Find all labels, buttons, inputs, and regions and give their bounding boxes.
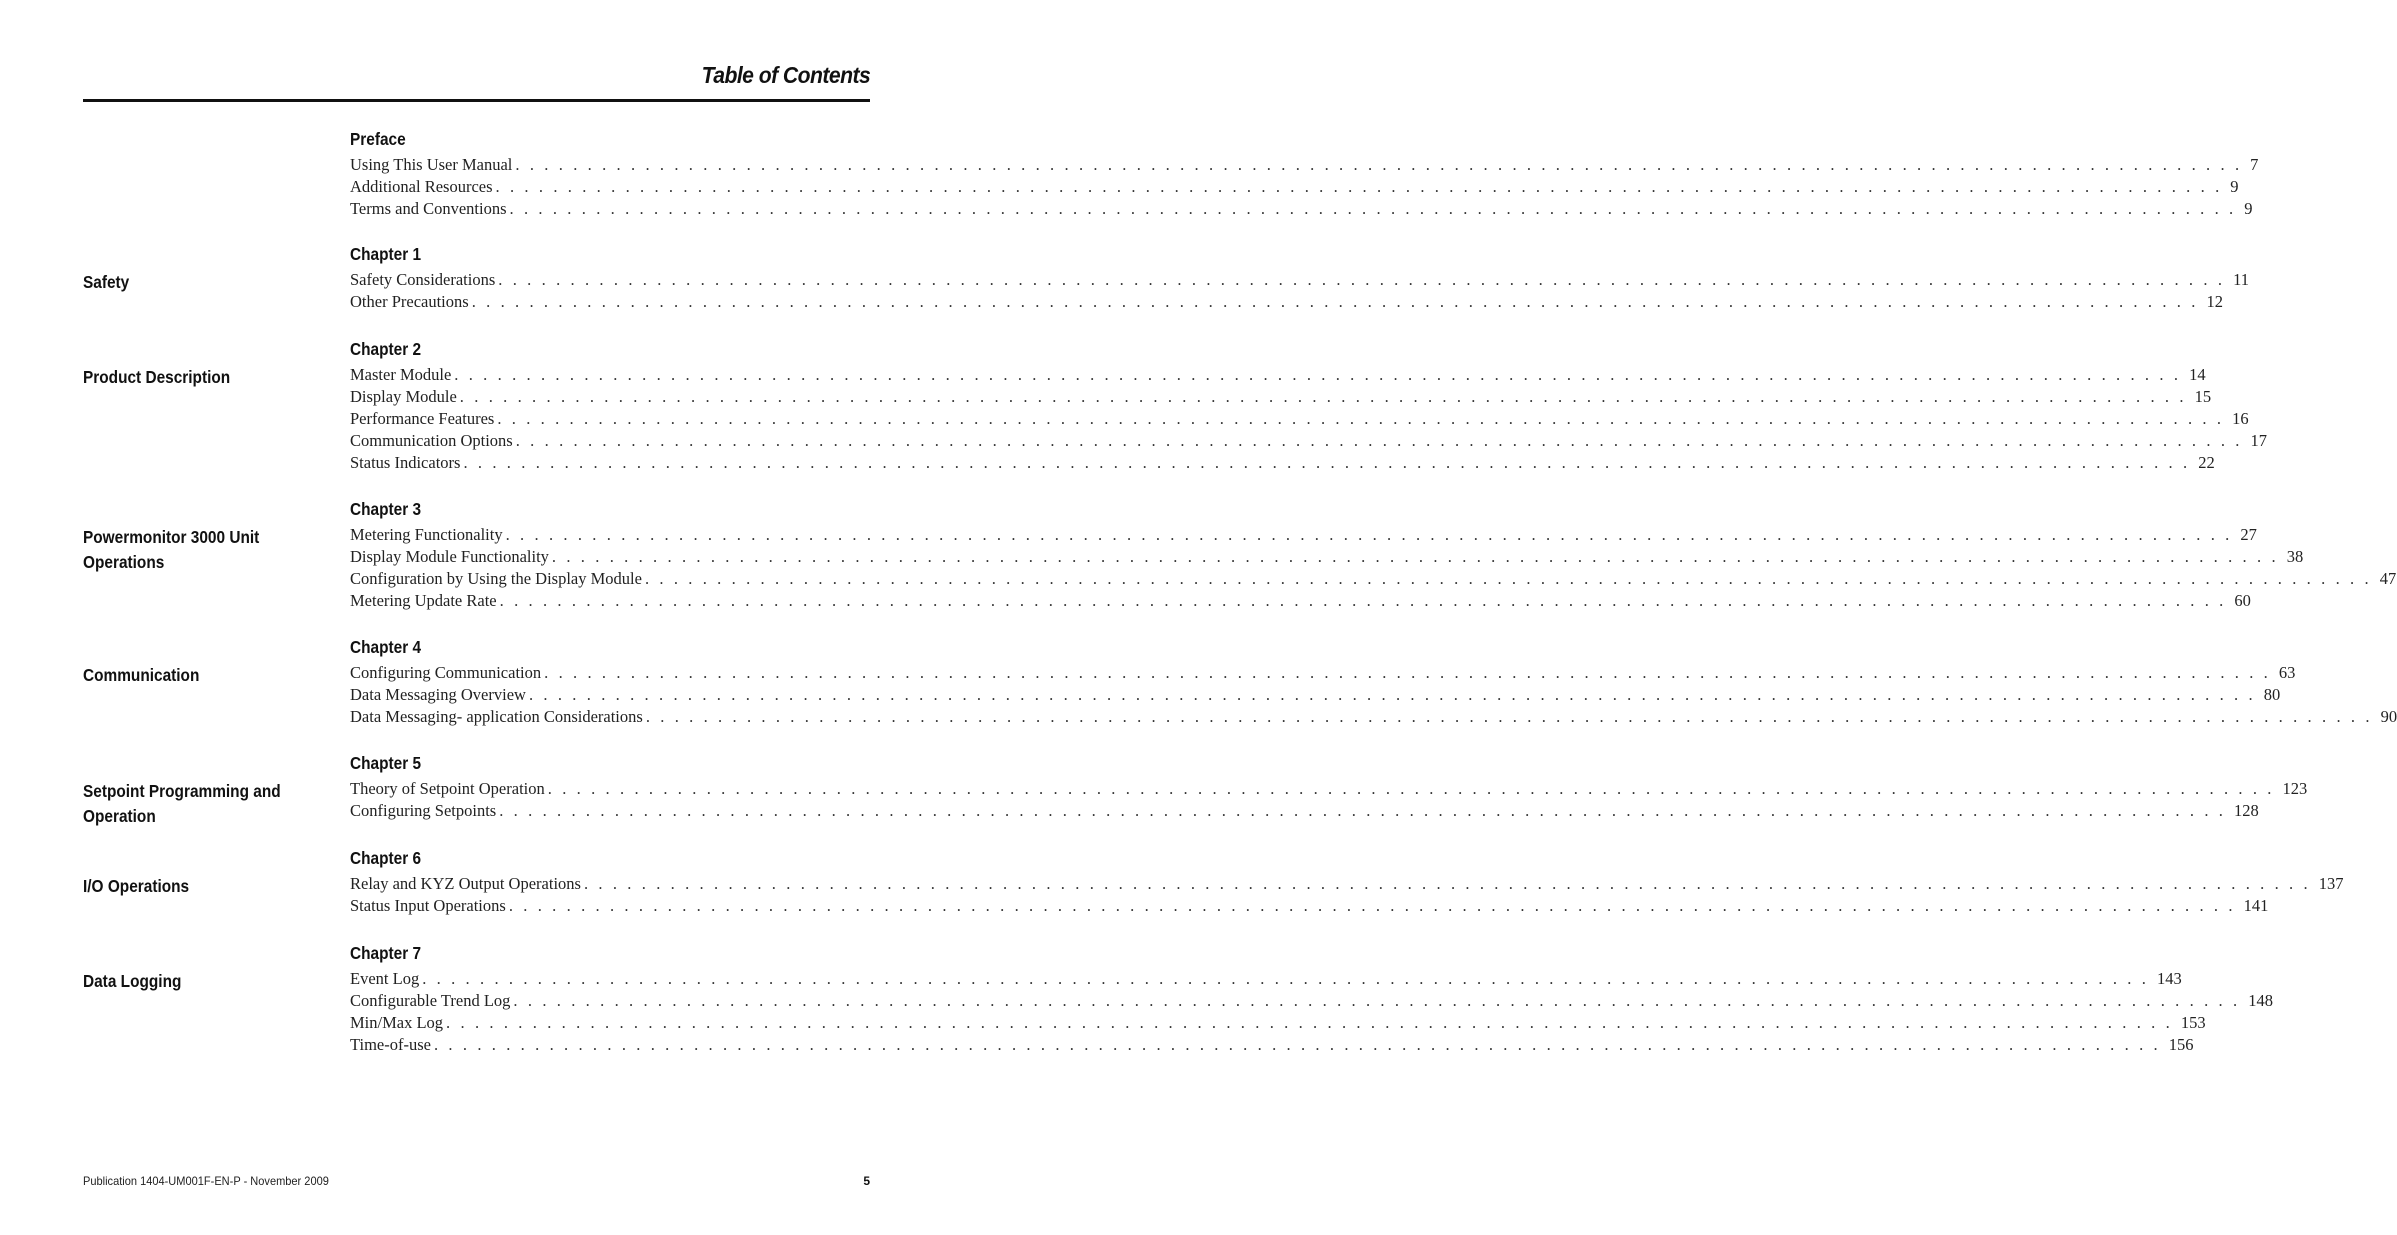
dot-leader: . . . . . . . . . . . . . . . . . . . . . . . . . . . . . . . . . . . . . . . . . . . . . . . . . . . . . . . . . . . . . . . . . . . . . . . . . . . . . . . . . . . . . . . . . . . . . . . . . . . . . . . . . . . . . . . . . . . . . . . . <box>509 199 2237 218</box>
chapter-title <box>83 663 294 688</box>
entry-page-number: 63 <box>2271 662 2296 684</box>
section-heading: Chapter 2 <box>350 339 422 359</box>
section-heading: Chapter 5 <box>350 753 422 773</box>
entry-label: Using This User Manual <box>350 154 515 176</box>
entry-label: Time-of-use <box>350 1034 434 1056</box>
chapter-title-line: I/O Operations <box>83 876 190 896</box>
dot-leader: . . . . . . . . . . . . . . . . . . . . . . . . . . . . . . . . . . . . . . . . . . . . . . . . . . . . . . . . . . . . . . . . . . . . . . . . . . . . . . . . . . . . . . . . . . . . . . . . . . . . . . . . . . . . . . . . . . . . . . . . <box>513 991 2241 1010</box>
dot-leader: . . . . . . . . . . . . . . . . . . . . . . . . . . . . . . . . . . . . . . . . . . . . . . . . . . . . . . . . . . . . . . . . . . . . . . . . . . . . . . . . . . . . . . . . . . . . . . . . . . . . . . . . . . . . . . . . . . . . . . . . <box>515 431 2243 450</box>
entry-page-number: 60 <box>2226 590 2251 612</box>
entry-page-number: 11 <box>2225 269 2249 291</box>
entry-page-number: 141 <box>2236 895 2269 917</box>
entry-page-number: 153 <box>2173 1012 2206 1034</box>
entry-page-number: 148 <box>2240 990 2273 1012</box>
dot-leader: . . . . . . . . . . . . . . . . . . . . . . . . . . . . . . . . . . . . . . . . . . . . . . . . . . . . . . . . . . . . . . . . . . . . . . . . . . . . . . . . . . . . . . . . . . . . . . . . . . . . . . . . . . . . . . . . . . . . . . . . <box>454 365 2182 384</box>
page-title: Table of Contents <box>701 62 870 88</box>
entry-list <box>350 154 2259 220</box>
toc-entry[interactable] <box>350 684 2281 706</box>
toc-entry[interactable] <box>350 198 2253 220</box>
entry-page-number: 27 <box>2232 524 2257 546</box>
chapter-title-line: Operations <box>83 552 165 572</box>
chapter-title-line: Communication <box>83 665 200 685</box>
entry-label: Status Input Operations <box>350 895 509 917</box>
entry-label: Metering Functionality <box>350 524 506 546</box>
entry-label: Communication Options <box>350 430 516 452</box>
toc-entry[interactable] <box>350 408 2249 430</box>
toc-entry[interactable] <box>350 291 2223 313</box>
toc-entry[interactable] <box>350 430 2267 452</box>
entry-page-number: 12 <box>2198 291 2223 313</box>
entry-page-number: 143 <box>2149 968 2182 990</box>
entry-page-number: 16 <box>2224 408 2249 430</box>
entry-page-number: 156 <box>2161 1034 2194 1056</box>
dot-leader: . . . . . . . . . . . . . . . . . . . . . . . . . . . . . . . . . . . . . . . . . . . . . . . . . . . . . . . . . . . . . . . . . . . . . . . . . . . . . . . . . . . . . . . . . . . . . . . . . . . . . . . . . . . . . . . . . . . . . . . . <box>499 801 2226 820</box>
entry-label: Configuration by Using the Display Module <box>350 568 645 590</box>
entry-page-number: 123 <box>2275 778 2308 800</box>
entry-page-number: 14 <box>2181 364 2206 386</box>
chapter-title-line: Setpoint Programming and <box>83 781 281 801</box>
entry-label: Additional Resources <box>350 176 496 198</box>
toc-entry[interactable] <box>350 800 2259 822</box>
section-heading: Chapter 6 <box>350 848 422 868</box>
toc-entry[interactable] <box>350 452 2215 474</box>
entry-page-number: 9 <box>2222 176 2238 198</box>
chapter-title-line: Product Description <box>83 367 231 387</box>
entry-label: Configuring Communication <box>350 662 544 684</box>
chapter-title-line: Safety <box>83 272 130 292</box>
entry-label: Display Module Functionality <box>350 546 552 568</box>
toc-entry[interactable] <box>350 990 2273 1012</box>
dot-leader: . . . . . . . . . . . . . . . . . . . . . . . . . . . . . . . . . . . . . . . . . . . . . . . . . . . . . . . . . . . . . . . . . . . . . . . . . . . . . . . . . . . . . . . . . . . . . . . . . . . . . . . . . . . . . . . . . . . . . . . . <box>463 453 2191 472</box>
toc-entry[interactable] <box>350 176 2239 198</box>
chapter-title-line: Data Logging <box>83 971 182 991</box>
entry-label: Data Messaging Overview <box>350 684 529 706</box>
entry-label: Min/Max Log <box>350 1012 446 1034</box>
section-heading: Chapter 1 <box>350 244 422 264</box>
footer-publication: Publication 1404-UM001F-EN-P - November 2009 <box>83 1174 329 1188</box>
dot-leader: . . . . . . . . . . . . . . . . . . . . . . . . . . . . . . . . . . . . . . . . . . . . . . . . . . . . . . . . . . . . . . . . . . . . . . . . . . . . . . . . . . . . . . . . . . . . . . . . . . . . . . . . . . . . . . . . . . . . . . . . <box>528 685 2256 704</box>
entry-label: Status Indicators <box>350 452 463 474</box>
entry-label: Performance Features <box>350 408 497 430</box>
toc-entry[interactable] <box>350 154 2259 176</box>
entry-page-number: 17 <box>2243 430 2268 452</box>
toc-entry[interactable] <box>350 546 2304 568</box>
dot-leader: . . . . . . . . . . . . . . . . . . . . . . . . . . . . . . . . . . . . . . . . . . . . . . . . . . . . . . . . . . . . . . . . . . . . . . . . . . . . . . . . . . . . . . . . . . . . . . . . . . . . . . . . . . . . . . . . . . . . . . . . <box>508 896 2236 915</box>
entry-page-number: 128 <box>2226 800 2259 822</box>
title-rule <box>83 99 870 102</box>
entry-page-number: 90 <box>2373 706 2397 728</box>
dot-leader: . . . . . . . . . . . . . . . . . . . . . . . . . . . . . . . . . . . . . . . . . . . . . . . . . . . . . . . . . . . . . . . . . . . . . . . . . . . . . . . . . . . . . . . . . . . . . . . . . . . . . . . . . . . . . . . . . . . . . . . . <box>645 707 2373 726</box>
entry-page-number: 137 <box>2311 873 2344 895</box>
entry-label: Theory of Setpoint Operation <box>350 778 548 800</box>
entry-page-number: 7 <box>2242 154 2258 176</box>
chapter-title <box>83 779 294 829</box>
entry-list <box>350 364 2267 474</box>
entry-label: Event Log <box>350 968 422 990</box>
toc-entry[interactable] <box>350 524 2257 546</box>
toc-entry[interactable] <box>350 778 2308 800</box>
dot-leader: . . . . . . . . . . . . . . . . . . . . . . . . . . . . . . . . . . . . . . . . . . . . . . . . . . . . . . . . . . . . . . . . . . . . . . . . . . . . . . . . . . . . . . . . . . . . . . . . . . . . . . . . . . . . . . . . . . . . . . . . <box>547 779 2275 798</box>
toc-entry[interactable] <box>350 1012 2206 1034</box>
dot-leader: . . . . . . . . . . . . . . . . . . . . . . . . . . . . . . . . . . . . . . . . . . . . . . . . . . . . . . . . . . . . . . . . . . . . . . . . . . . . . . . . . . . . . . . . . . . . . . . . . . . . . . . . . . . . . . . . . . . . . . . . <box>499 591 2227 610</box>
entry-label: Master Module <box>350 364 454 386</box>
dot-leader: . . . . . . . . . . . . . . . . . . . . . . . . . . . . . . . . . . . . . . . . . . . . . . . . . . . . . . . . . . . . . . . . . . . . . . . . . . . . . . . . . . . . . . . . . . . . . . . . . . . . . . . . . . . . . . . . . . . . . . . . <box>446 1013 2173 1032</box>
toc-entry[interactable] <box>350 968 2182 990</box>
entry-list <box>350 269 2249 313</box>
dot-leader: . . . . . . . . . . . . . . . . . . . . . . . . . . . . . . . . . . . . . . . . . . . . . . . . . . . . . . . . . . . . . . . . . . . . . . . . . . . . . . . . . . . . . . . . . . . . . . . . . . . . . . . . . . . . . . . . . . . . . . . . <box>551 547 2279 566</box>
entry-label: Display Module <box>350 386 460 408</box>
toc-entry[interactable] <box>350 364 2206 386</box>
toc-entry[interactable] <box>350 1034 2194 1056</box>
entry-label: Safety Considerations <box>350 269 498 291</box>
dot-leader: . . . . . . . . . . . . . . . . . . . . . . . . . . . . . . . . . . . . . . . . . . . . . . . . . . . . . . . . . . . . . . . . . . . . . . . . . . . . . . . . . . . . . . . . . . . . . . . . . . . . . . . . . . . . . . . . . . . . . . . . <box>497 409 2225 428</box>
toc-entry[interactable] <box>350 269 2249 291</box>
entry-label: Relay and KYZ Output Operations <box>350 873 584 895</box>
entry-page-number: 9 <box>2236 198 2252 220</box>
dot-leader: . . . . . . . . . . . . . . . . . . . . . . . . . . . . . . . . . . . . . . . . . . . . . . . . . . . . . . . . . . . . . . . . . . . . . . . . . . . . . . . . . . . . . . . . . . . . . . . . . . . . . . . . . . . . . . . . . . . . . . . . <box>495 177 2223 196</box>
toc-entry[interactable] <box>350 386 2212 408</box>
dot-leader: . . . . . . . . . . . . . . . . . . . . . . . . . . . . . . . . . . . . . . . . . . . . . . . . . . . . . . . . . . . . . . . . . . . . . . . . . . . . . . . . . . . . . . . . . . . . . . . . . . . . . . . . . . . . . . . . . . . . . . . . <box>459 387 2187 406</box>
section-heading: Chapter 7 <box>350 943 422 963</box>
entry-page-number: 22 <box>2190 452 2215 474</box>
entry-page-number: 15 <box>2187 386 2212 408</box>
dot-leader: . . . . . . . . . . . . . . . . . . . . . . . . . . . . . . . . . . . . . . . . . . . . . . . . . . . . . . . . . . . . . . . . . . . . . . . . . . . . . . . . . . . . . . . . . . . . . . . . . . . . . . . . . . . . . . . . . . . . . . . . <box>544 663 2271 682</box>
toc-entry[interactable] <box>350 662 2296 684</box>
chapter-title-line: Powermonitor 3000 Unit <box>83 527 260 547</box>
entry-label: Terms and Conventions <box>350 198 510 220</box>
dot-leader: . . . . . . . . . . . . . . . . . . . . . . . . . . . . . . . . . . . . . . . . . . . . . . . . . . . . . . . . . . . . . . . . . . . . . . . . . . . . . . . . . . . . . . . . . . . . . . . . . . . . . . . . . . . . . . . . . . . . . . . . <box>471 292 2199 311</box>
toc-entry[interactable] <box>350 895 2269 917</box>
toc-entry[interactable] <box>350 706 2397 728</box>
section-heading: Preface <box>350 129 406 149</box>
entry-label: Configurable Trend Log <box>350 990 513 1012</box>
dot-leader: . . . . . . . . . . . . . . . . . . . . . . . . . . . . . . . . . . . . . . . . . . . . . . . . . . . . . . . . . . . . . . . . . . . . . . . . . . . . . . . . . . . . . . . . . . . . . . . . . . . . . . . . . . . . . . . . . . . . . . . . <box>422 969 2149 988</box>
section-heading: Chapter 3 <box>350 499 422 519</box>
entry-label: Data Messaging- application Considerations <box>350 706 646 728</box>
entry-page-number: 80 <box>2256 684 2281 706</box>
entry-page-number: 47 <box>2372 568 2397 590</box>
footer-page-number: 5 <box>863 1174 870 1188</box>
chapter-title <box>83 365 294 390</box>
dot-leader: . . . . . . . . . . . . . . . . . . . . . . . . . . . . . . . . . . . . . . . . . . . . . . . . . . . . . . . . . . . . . . . . . . . . . . . . . . . . . . . . . . . . . . . . . . . . . . . . . . . . . . . . . . . . . . . . . . . . . . . . <box>515 155 2243 174</box>
dot-leader: . . . . . . . . . . . . . . . . . . . . . . . . . . . . . . . . . . . . . . . . . . . . . . . . . . . . . . . . . . . . . . . . . . . . . . . . . . . . . . . . . . . . . . . . . . . . . . . . . . . . . . . . . . . . . . . . . . . . . . . . <box>583 874 2311 893</box>
dot-leader: . . . . . . . . . . . . . . . . . . . . . . . . . . . . . . . . . . . . . . . . . . . . . . . . . . . . . . . . . . . . . . . . . . . . . . . . . . . . . . . . . . . . . . . . . . . . . . . . . . . . . . . . . . . . . . . . . . . . . . . . <box>505 525 2233 544</box>
dot-leader: . . . . . . . . . . . . . . . . . . . . . . . . . . . . . . . . . . . . . . . . . . . . . . . . . . . . . . . . . . . . . . . . . . . . . . . . . . . . . . . . . . . . . . . . . . . . . . . . . . . . . . . . . . . . . . . . . . . . . . . . <box>644 569 2372 588</box>
entry-list <box>350 873 2344 917</box>
chapter-title <box>83 874 294 899</box>
chapter-title <box>83 969 294 994</box>
entry-label: Metering Update Rate <box>350 590 500 612</box>
toc-entry[interactable] <box>350 568 2397 590</box>
entry-list <box>350 524 2397 612</box>
entry-label: Other Precautions <box>350 291 472 313</box>
dot-leader: . . . . . . . . . . . . . . . . . . . . . . . . . . . . . . . . . . . . . . . . . . . . . . . . . . . . . . . . . . . . . . . . . . . . . . . . . . . . . . . . . . . . . . . . . . . . . . . . . . . . . . . . . . . . . . . . . . . . . . . . <box>498 270 2226 289</box>
toc-entry[interactable] <box>350 590 2251 612</box>
entry-list <box>350 968 2273 1056</box>
chapter-title-line: Operation <box>83 806 156 826</box>
entry-label: Configuring Setpoints <box>350 800 499 822</box>
chapter-title <box>83 270 294 295</box>
entry-list <box>350 778 2308 822</box>
section-heading: Chapter 4 <box>350 637 422 657</box>
dot-leader: . . . . . . . . . . . . . . . . . . . . . . . . . . . . . . . . . . . . . . . . . . . . . . . . . . . . . . . . . . . . . . . . . . . . . . . . . . . . . . . . . . . . . . . . . . . . . . . . . . . . . . . . . . . . . . . . . . . . . . . . <box>433 1035 2161 1054</box>
chapter-title <box>83 525 294 575</box>
entry-page-number: 38 <box>2279 546 2304 568</box>
toc-entry[interactable] <box>350 873 2344 895</box>
entry-list <box>350 662 2397 728</box>
